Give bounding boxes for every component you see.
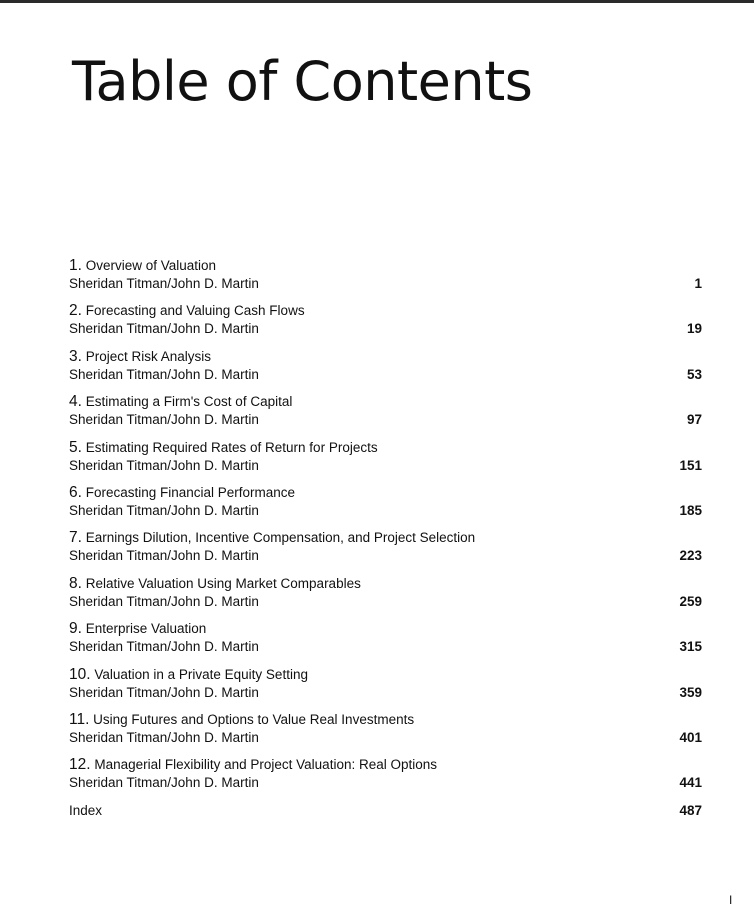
entry-title [69, 711, 414, 729]
entry-author: Sheridan Titman/John D. Martin [69, 457, 259, 473]
entry-page-number: 223 [679, 548, 702, 564]
entry-title [69, 302, 305, 320]
toc-entry-10[interactable] [69, 666, 702, 711]
entry-author: Sheridan Titman/John D. Martin [69, 502, 259, 518]
toc-entry-8[interactable] [69, 575, 702, 620]
entry-title-text: Earnings Dilution, Incentive Compensation, and Project Selection [85, 530, 476, 546]
toc-entry-7[interactable] [69, 529, 702, 574]
entry-number: 4. [69, 393, 82, 411]
entry-number: 6. [69, 483, 82, 501]
entry-number: 1. [69, 257, 82, 274]
entry-number: 2. [69, 302, 82, 320]
toc-entry-9[interactable] [69, 620, 702, 665]
entry-title-text: Forecasting Financial Performance [85, 484, 296, 500]
entry-number: 12. [69, 756, 91, 774]
page-title: Table of Contents [72, 50, 533, 113]
entry-number: 3. [69, 347, 82, 365]
entry-title-text: Project Risk Analysis [85, 348, 211, 364]
entry-number: 7. [69, 529, 82, 547]
toc-entry-12[interactable] [69, 756, 702, 801]
entry-title-text: Estimating Required Rates of Return for Projects [85, 439, 378, 455]
entry-title-text: Relative Valuation Using Market Comparables [85, 575, 361, 591]
toc-entry-11[interactable] [69, 711, 702, 756]
entry-title [69, 575, 361, 593]
entry-number: 11. [69, 710, 90, 728]
entry-page-number: 151 [679, 457, 702, 473]
toc-entry-4[interactable] [69, 393, 702, 438]
entry-title-text: Enterprise Valuation [85, 621, 207, 637]
entry-title [69, 393, 292, 411]
top-rule [0, 0, 754, 3]
entry-title-text: Estimating a Firm's Cost of Capital [85, 394, 293, 410]
entry-page-number: 185 [679, 502, 702, 518]
entry-title-text: Using Futures and Options to Value Real Investments [93, 711, 415, 727]
entry-title-text: Valuation in a Private Equity Setting [94, 666, 308, 682]
entry-page-number: 359 [679, 684, 702, 700]
toc-entry-index[interactable] [69, 802, 702, 822]
entry-page-number: 441 [679, 775, 702, 791]
entry-title-text: Overview of Valuation [85, 258, 217, 273]
entry-page-number: 97 [686, 412, 702, 428]
entry-title [69, 348, 211, 366]
entry-number: 9. [69, 620, 82, 638]
entry-title [69, 257, 216, 275]
table-of-contents [69, 257, 702, 822]
toc-entry-3[interactable] [69, 348, 702, 393]
entry-title-text: Forecasting and Valuing Cash Flows [85, 303, 305, 319]
page-folio: I [729, 893, 733, 907]
entry-author: Sheridan Titman/John D. Martin [69, 684, 259, 700]
entry-page-number: 315 [679, 639, 702, 655]
entry-number: 5. [69, 438, 82, 456]
entry-author: Sheridan Titman/John D. Martin [69, 321, 259, 337]
entry-title-text: Managerial Flexibility and Project Valuation: Real Options [94, 757, 438, 773]
entry-title [69, 529, 475, 547]
entry-author: Sheridan Titman/John D. Martin [69, 775, 259, 791]
entry-title [69, 484, 295, 502]
entry-number: 8. [69, 574, 82, 592]
entry-author: Sheridan Titman/John D. Martin [69, 548, 259, 564]
entry-page-number: 1 [694, 276, 702, 291]
toc-entry-5[interactable] [69, 439, 702, 484]
entry-page-number: 53 [686, 366, 702, 382]
entry-title [69, 620, 206, 638]
toc-entry-6[interactable] [69, 484, 702, 529]
toc-entry-1[interactable] [69, 257, 702, 302]
toc-entry-2[interactable] [69, 302, 702, 347]
entry-number: 10. [69, 665, 91, 683]
entry-page-number: 259 [679, 593, 702, 609]
entry-author: Sheridan Titman/John D. Martin [69, 593, 259, 609]
entry-title [69, 439, 378, 457]
entry-author: Sheridan Titman/John D. Martin [69, 639, 259, 655]
entry-author: Sheridan Titman/John D. Martin [69, 412, 259, 428]
entry-title [69, 756, 437, 774]
entry-author: Sheridan Titman/John D. Martin [69, 729, 259, 745]
entry-author: Sheridan Titman/John D. Martin [69, 276, 259, 291]
entry-title [69, 666, 308, 684]
index-page-number: 487 [679, 802, 702, 818]
entry-page-number: 401 [679, 729, 702, 745]
entry-author: Sheridan Titman/John D. Martin [69, 366, 259, 382]
entry-page-number: 19 [686, 321, 702, 337]
index-title: Index [69, 802, 103, 818]
